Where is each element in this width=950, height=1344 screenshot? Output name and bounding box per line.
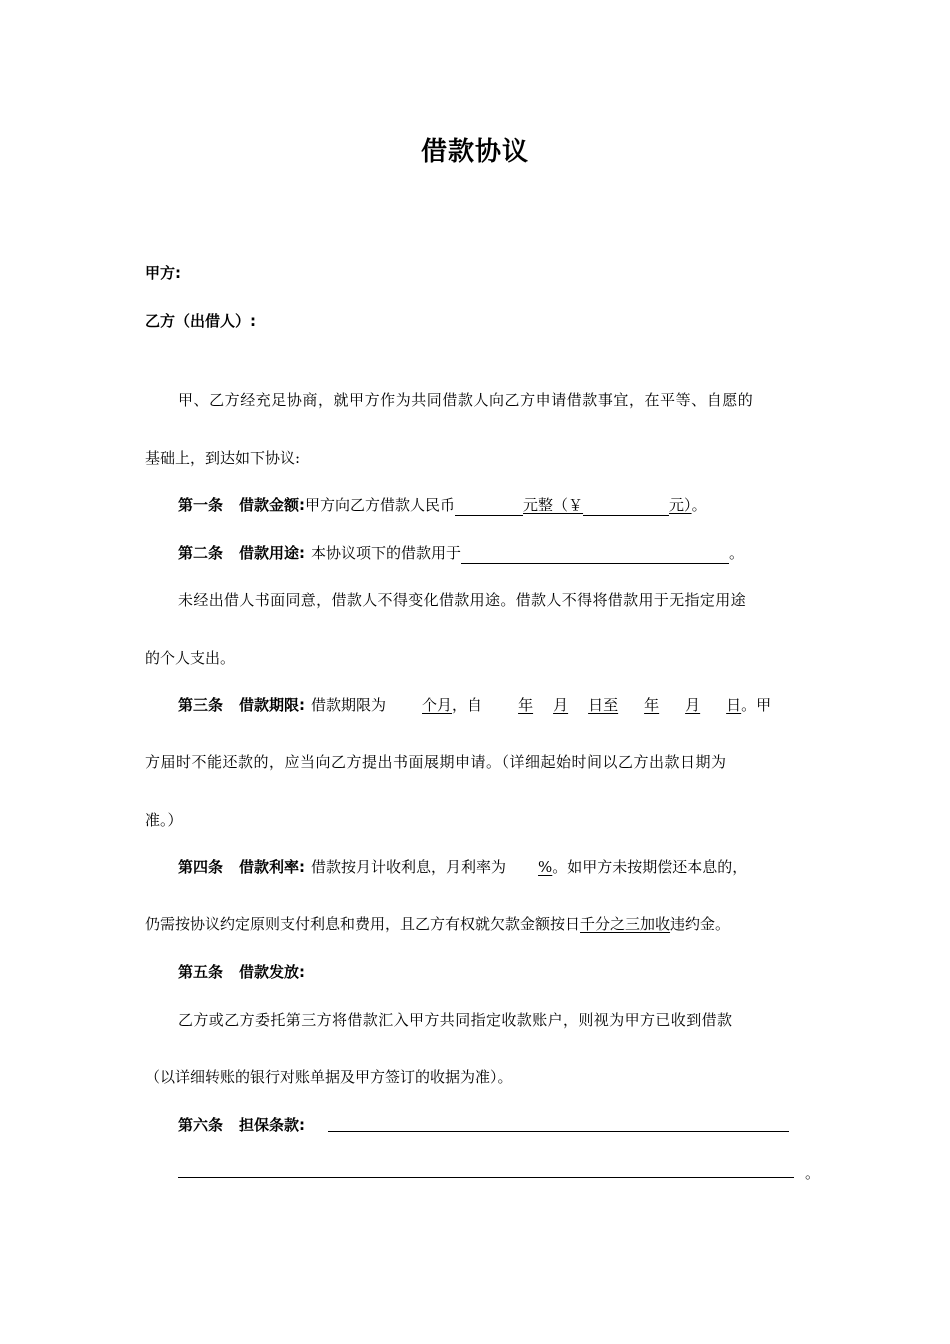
article-5-number: 第五条 [178, 963, 224, 981]
article-2 [178, 542, 744, 564]
article-4-text-2: 。如甲方未按期偿还本息的， [552, 858, 748, 876]
article-4 [178, 856, 747, 878]
start-day: 日至 [588, 696, 619, 714]
article-5-para-1: 乙方或乙方委托第三方将借款汇入甲方共同指定收款账户，则视为甲方已收到借款 [178, 1011, 733, 1029]
article-1 [178, 494, 707, 516]
article-4-heading: 借款利率: [239, 858, 306, 876]
amount-unit-text: 元整（￥ [523, 496, 584, 514]
article-2-text: 本协议项下的借款用于 [311, 544, 462, 562]
intro-line-1: 甲、乙方经充足协商，就甲方作为共同借款人向乙方申请借款事宜，在平等、自愿的 [178, 391, 754, 409]
end-day: 日 [726, 696, 742, 714]
article-6-number: 第六条 [178, 1116, 224, 1134]
article-4-para-2a: 仍需按协议约定原则支付利息和费用，且乙方有权就欠款金额按日 [145, 915, 581, 933]
purpose-blank [461, 546, 729, 564]
article-1-end: 。 [691, 496, 707, 514]
article-5-heading: 借款发放: [239, 963, 306, 981]
article-6-heading: 担保条款: [239, 1116, 306, 1134]
article-1-number: 第一条 [178, 496, 224, 514]
article-1-heading: 借款金额: [239, 496, 306, 514]
article-3-number: 第三条 [178, 696, 224, 714]
guarantee-blank-1 [328, 1131, 789, 1132]
term-months [386, 696, 452, 714]
article-4-number: 第四条 [178, 858, 224, 876]
article-2-number: 第二条 [178, 544, 224, 562]
start-month: 月 [553, 696, 569, 714]
party-b-label: 乙方（出借人）: [145, 312, 256, 330]
article-4-para-2b: 违约金。 [670, 915, 731, 933]
article-4-para-2 [145, 913, 730, 935]
article-3-text-1: 借款期限为 [311, 696, 387, 714]
amount-number-blank [583, 498, 669, 516]
article-2-para-1: 未经出借人书面同意，借款人不得变化借款用途。借款人不得将借款用于无指定用途 [178, 591, 746, 609]
amount-close-text: 元） [669, 496, 692, 514]
rate-blank [506, 858, 552, 876]
article-3-text-2: ，自 [452, 696, 483, 714]
article-2-heading: 借款用途: [239, 544, 306, 562]
party-a-label: 甲方: [145, 264, 181, 282]
article-6-end: 。 [805, 1164, 821, 1182]
article-1-text: 甲方向乙方借款人民币 [305, 496, 456, 514]
end-year: 年 [644, 696, 660, 714]
article-3 [178, 694, 771, 716]
article-3-text-3: 。甲 [741, 696, 772, 714]
start-year: 年 [518, 696, 534, 714]
article-2-end: 。 [729, 544, 745, 562]
page-title: 借款协议 [420, 137, 529, 167]
article-6 [178, 1114, 305, 1136]
amount-blank [455, 498, 523, 516]
article-4-text-1: 借款按月计收利息，月利率为 [311, 858, 507, 876]
intro-line-2: 基础上，到达如下协议: [145, 449, 301, 467]
term-dates [482, 696, 741, 714]
penalty-rate: 千分之三加收 [580, 915, 671, 933]
article-3-para-2: 方届时不能还款的，应当向乙方提出书面展期申请。（详细起始时间以乙方出款日期为 [145, 753, 727, 771]
rate-percent: % [538, 858, 553, 876]
article-2-para-2: 的个人支出。 [145, 649, 236, 667]
end-month: 月 [685, 696, 701, 714]
term-month-label: 个月 [422, 696, 453, 714]
article-3-para-3: 准。） [145, 811, 183, 829]
article-5-para-2: （以详细转账的银行对账单据及甲方签订的收据为准）。 [145, 1068, 513, 1086]
article-3-heading: 借款期限: [239, 696, 306, 714]
article-5 [178, 961, 305, 983]
guarantee-blank-2 [178, 1177, 794, 1178]
